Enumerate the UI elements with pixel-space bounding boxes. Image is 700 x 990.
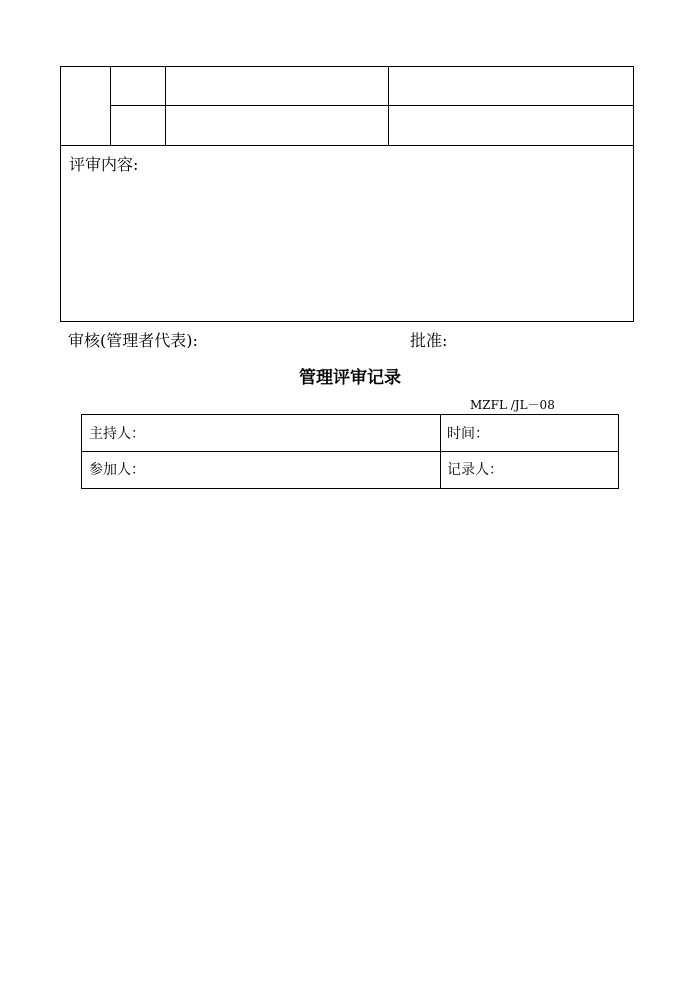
table-divider — [110, 105, 634, 106]
table-divider — [388, 67, 389, 145]
table-divider — [82, 451, 618, 452]
participants-label: 参加人： — [89, 462, 145, 478]
record-table — [81, 414, 619, 489]
table-divider — [61, 145, 634, 146]
page-title: 管理评审记录 — [299, 368, 401, 388]
table-divider — [110, 67, 111, 145]
recorder-label: 记录人： — [447, 462, 503, 478]
reviewer-label: 审核(管理者代表): — [68, 331, 198, 350]
table-divider — [165, 67, 166, 145]
time-label: 时间： — [447, 426, 489, 442]
host-label: 主持人： — [89, 426, 145, 442]
document-code: MZFL /JL－08 — [470, 398, 555, 412]
review-table — [60, 66, 634, 322]
review-content-label: 评审内容: — [69, 155, 139, 174]
approval-label: 批准: — [410, 331, 448, 350]
